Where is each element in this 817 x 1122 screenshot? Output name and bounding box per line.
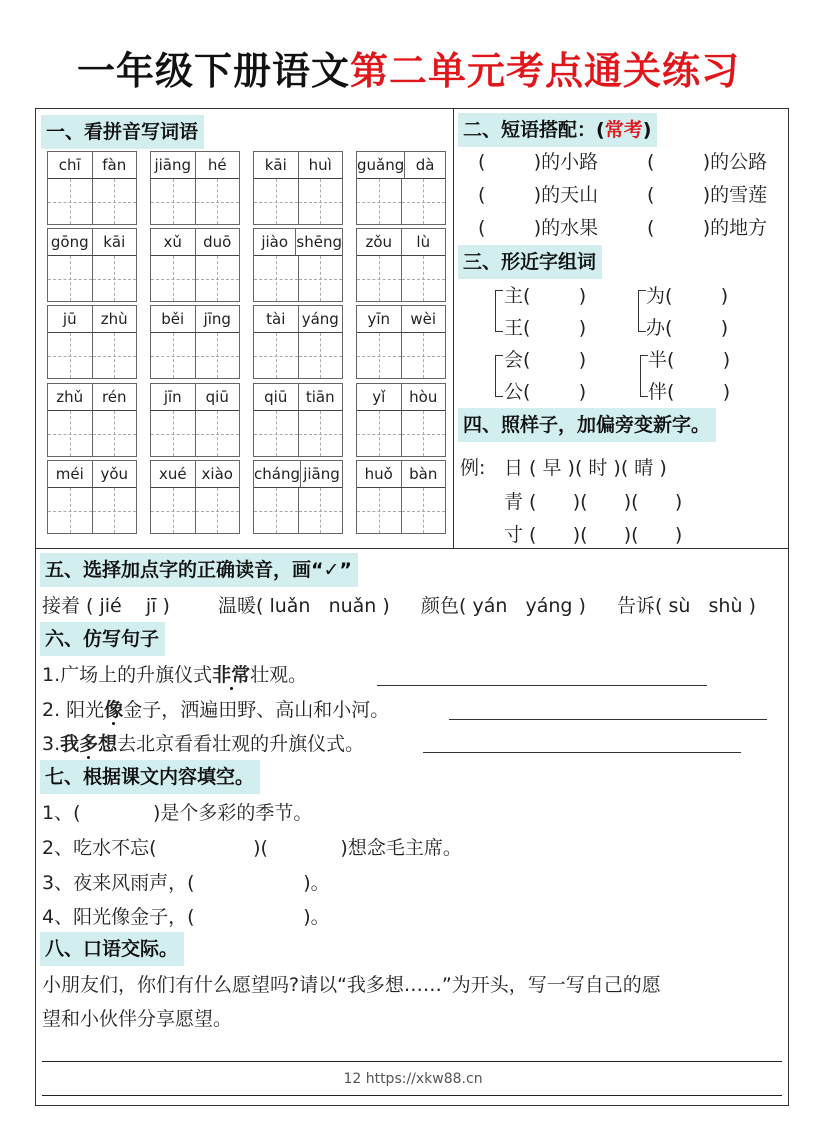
phrase-left-3: ( )的水果 (478, 217, 599, 239)
similar-char-3b: 公( ) (504, 381, 587, 403)
pinyin-word-box (150, 460, 240, 534)
pinyin-row (48, 152, 136, 179)
radical-row-qing: 青 ( )( )( ) (504, 491, 683, 513)
pinyin-syllable: qiū (254, 384, 299, 410)
pinyin-syllable: hòu (409, 388, 438, 406)
pinyin-syllable: tài (254, 306, 299, 332)
tianzige-cell[interactable] (299, 411, 343, 456)
pinyin-word-box (150, 151, 240, 225)
bracket-3 (495, 355, 503, 397)
similar-char-4b: 伴( ) (648, 381, 731, 403)
pinyin-syllable: fàn (102, 156, 127, 174)
s1-dotted-word: 非常 (212, 664, 251, 686)
tianzige-cell[interactable] (93, 488, 137, 533)
pinyin-syllable: zhù (100, 310, 128, 328)
tianzige-cell[interactable] (357, 256, 402, 301)
pinyin-syllable: bàn (409, 465, 438, 483)
writing-cells (151, 179, 239, 224)
pinyin-word-box (356, 228, 446, 302)
pinyin-syllable: jiào (254, 229, 296, 255)
pinyin-row (357, 152, 445, 179)
s2-dotted-word: 像 (104, 699, 124, 721)
section6-heading: 六、仿写句子 (40, 622, 165, 656)
pinyin-syllable: yīn (357, 306, 402, 332)
pinyin-word-box (356, 383, 446, 457)
pinyin-word-box (47, 305, 137, 379)
pinyin-row (254, 306, 342, 333)
pinyin-syllable: huǒ (357, 461, 402, 487)
tianzige-cell[interactable] (254, 179, 299, 224)
pinyin-syllable: lù (416, 233, 431, 251)
similar-char-1b: 王( ) (504, 317, 587, 339)
tianzige-cell[interactable] (402, 333, 446, 378)
section2-heading-text: 二、短语搭配：( (463, 119, 605, 141)
right-column (454, 109, 789, 549)
section7-heading: 七、根据课文内容填空。 (40, 760, 260, 794)
writing-cells (151, 256, 239, 301)
pinyin-syllable: jīn (151, 384, 196, 410)
pinyin-syllable: xué (151, 461, 196, 487)
writing-cells (254, 256, 342, 301)
pinyin-word-box (356, 151, 446, 225)
fill-blank-4: 4、阳光像金子，( )。 (42, 906, 330, 928)
writing-cells (357, 333, 445, 378)
answer-line-2[interactable] (449, 719, 767, 720)
pinyin-syllable: jiāng (151, 152, 196, 178)
pinyin-row (254, 384, 342, 411)
section4-heading: 四、照样子，加偏旁变新字。 (458, 408, 716, 442)
s3-dotted-word: 我多想 (60, 733, 118, 755)
tianzige-cell[interactable] (402, 488, 446, 533)
title-black: 一年级下册语文 (76, 49, 350, 93)
tianzige-cell[interactable] (93, 411, 137, 456)
writing-cells (151, 411, 239, 456)
writing-cells (48, 488, 136, 533)
worksheet-frame (35, 108, 789, 1106)
pinyin-word-box (150, 383, 240, 457)
pronunciation-item-2: 温暖( luǎn nuǎn ) (218, 595, 390, 617)
pinyin-word-box (47, 228, 137, 302)
fill-blank-1: 1、( )是个多彩的季节。 (42, 802, 313, 824)
writing-cells (48, 179, 136, 224)
writing-cells (254, 411, 342, 456)
pronunciation-item-3: 颜色( yán yáng ) (421, 595, 586, 617)
pinyin-syllable: běi (151, 306, 196, 332)
similar-char-3a: 会( ) (504, 349, 587, 371)
phrase-left-1: ( )的小路 (478, 151, 599, 173)
s1-pre: 1.广场上的升旗仪式 (42, 664, 213, 686)
pinyin-row (254, 152, 342, 179)
pinyin-syllable: chī (48, 152, 93, 178)
imitate-sentence-1 (42, 660, 307, 687)
pinyin-word-box (253, 460, 343, 534)
tianzige-cell[interactable] (48, 179, 93, 224)
tianzige-cell[interactable] (357, 333, 402, 378)
tianzige-cell[interactable] (357, 179, 402, 224)
bracket-4 (640, 355, 648, 397)
pinyin-word-box (150, 305, 240, 379)
pinyin-syllable: gōng (48, 229, 93, 255)
pinyin-word-box (253, 383, 343, 457)
pinyin-syllable: jū (48, 306, 93, 332)
similar-char-2a: 为( ) (646, 285, 729, 307)
writing-cells (151, 488, 239, 533)
section8-heading: 八、口语交际。 (40, 932, 184, 966)
s3-post: 去北京看看壮观的升旗仪式。 (117, 733, 365, 755)
writing-cells (48, 256, 136, 301)
pinyin-row (357, 306, 445, 333)
pinyin-row (357, 461, 445, 488)
pinyin-row (48, 306, 136, 333)
tianzige-cell[interactable] (254, 488, 299, 533)
pinyin-word-box (253, 151, 343, 225)
pinyin-row (48, 461, 136, 488)
tianzige-cell[interactable] (254, 333, 299, 378)
pinyin-syllable: jīng (203, 310, 231, 328)
similar-char-4a: 半( ) (648, 349, 731, 371)
pinyin-word-box (47, 151, 137, 225)
tianzige-cell[interactable] (402, 179, 446, 224)
tianzige-cell[interactable] (299, 256, 343, 301)
writing-cells (254, 488, 342, 533)
pinyin-syllable: duō (203, 233, 232, 251)
pinyin-row (151, 384, 239, 411)
pinyin-word-box (47, 383, 137, 457)
example-label: 例: (460, 457, 486, 479)
similar-char-2b: 办( ) (646, 317, 729, 339)
section1-heading: 一、看拼音写词语 (41, 115, 204, 149)
section2-heading-end: ) (642, 119, 652, 141)
writing-cells (254, 179, 342, 224)
tianzige-cell[interactable] (402, 256, 446, 301)
pinyin-syllable: zǒu (357, 229, 402, 255)
tianzige-cell[interactable] (254, 256, 299, 301)
answer-line-3[interactable] (423, 752, 741, 753)
tianzige-cell[interactable] (93, 333, 137, 378)
similar-char-1a: 主( ) (504, 285, 587, 307)
tianzige-cell[interactable] (196, 333, 240, 378)
phrase-right-3: ( )的地方 (647, 217, 768, 239)
writing-cells (357, 179, 445, 224)
pinyin-word-box (253, 305, 343, 379)
pinyin-row (151, 461, 239, 488)
pinyin-syllable: yǐ (357, 384, 402, 410)
tianzige-cell[interactable] (196, 179, 240, 224)
pinyin-word-box (253, 228, 343, 302)
writing-cells (48, 333, 136, 378)
page-title (0, 40, 817, 95)
pinyin-row (151, 306, 239, 333)
pinyin-word-box (150, 228, 240, 302)
pinyin-syllable: guǎng (357, 152, 405, 178)
fill-blank-2: 2、吃水不忘( )( )想念毛主席。 (42, 837, 462, 859)
pronunciation-item-4: 告诉( sù shù ) (617, 595, 756, 617)
pinyin-row (48, 384, 136, 411)
oral-prompt-line-2: 望和小伙伴分享愿望。 (42, 1008, 233, 1030)
phrase-left-2: ( )的天山 (478, 184, 599, 206)
tianzige-cell[interactable] (254, 411, 299, 456)
imitate-sentence-2 (42, 695, 389, 722)
pinyin-row (48, 229, 136, 256)
writing-cells (151, 333, 239, 378)
pronunciation-item-1: 接着 ( jié jī ) (42, 595, 170, 617)
pinyin-syllable: zhǔ (48, 384, 93, 410)
pinyin-syllable: rén (101, 388, 127, 406)
tianzige-cell[interactable] (93, 256, 137, 301)
tianzige-cell[interactable] (151, 179, 196, 224)
pinyin-word-box (47, 460, 137, 534)
writing-cells (357, 256, 445, 301)
answer-line-1[interactable] (377, 685, 707, 686)
pinyin-row (151, 152, 239, 179)
phrase-right-1: ( )的公路 (647, 151, 768, 173)
pinyin-row (357, 229, 445, 256)
frequent-badge: 常考 (604, 119, 643, 141)
pinyin-syllable: méi (48, 461, 93, 487)
pinyin-syllable: yáng (301, 310, 339, 328)
pinyin-syllable: hé (207, 156, 227, 174)
tianzige-cell[interactable] (357, 488, 402, 533)
tianzige-cell[interactable] (93, 179, 137, 224)
pinyin-word-box (356, 305, 446, 379)
tianzige-cell[interactable] (402, 411, 446, 456)
phrase-right-2: ( )的雪莲 (647, 184, 768, 206)
tianzige-cell[interactable] (48, 411, 93, 456)
s2-pre: 2. 阳光 (42, 699, 105, 721)
tianzige-cell[interactable] (48, 333, 93, 378)
tianzige-cell[interactable] (151, 488, 196, 533)
tianzige-cell[interactable] (151, 333, 196, 378)
tianzige-cell[interactable] (48, 256, 93, 301)
pinyin-syllable: xiào (201, 465, 233, 483)
pinyin-syllable: huì (308, 156, 332, 174)
s2-post: 金子，洒遍田野、高山和小河。 (123, 699, 390, 721)
tianzige-cell[interactable] (357, 411, 402, 456)
tianzige-cell[interactable] (151, 411, 196, 456)
s1-post: 壮观。 (250, 664, 308, 686)
footer-page-url: 12 https://xkw88.cn (343, 1071, 483, 1087)
tianzige-cell[interactable] (299, 333, 343, 378)
pinyin-syllable: tiān (305, 388, 335, 406)
section3-heading: 三、形近字组词 (458, 245, 602, 279)
footer-top-rule (42, 1061, 782, 1062)
pinyin-syllable: xǔ (151, 229, 196, 255)
fill-blank-3: 3、夜来风雨声，( )。 (42, 872, 330, 894)
pinyin-syllable: dà (415, 156, 435, 174)
pinyin-row (254, 229, 342, 256)
tianzige-cell[interactable] (196, 488, 240, 533)
oral-prompt-line-1: 小朋友们，你们有什么愿望吗?请以“我多想……”为开头，写一写自己的愿 (42, 974, 661, 996)
title-red: 第二单元考点通关练习 (350, 49, 741, 93)
pinyin-syllable: jiāng (303, 465, 340, 483)
s3-pre: 3. (42, 733, 61, 755)
bracket-1 (495, 290, 503, 332)
tianzige-cell[interactable] (196, 256, 240, 301)
footer-bottom-rule (42, 1095, 782, 1096)
writing-cells (254, 333, 342, 378)
section-pinyin-words (36, 109, 454, 549)
tianzige-cell[interactable] (151, 256, 196, 301)
pinyin-row (357, 384, 445, 411)
writing-cells (48, 411, 136, 456)
pinyin-row (254, 461, 342, 488)
tianzige-cell[interactable] (48, 488, 93, 533)
radical-row-cun: 寸 ( )( )( ) (504, 524, 683, 546)
pinyin-syllable: shēng (296, 233, 342, 251)
pinyin-syllable: kāi (103, 233, 126, 251)
pinyin-syllable: qiū (205, 388, 229, 406)
tianzige-cell[interactable] (299, 488, 343, 533)
writing-cells (357, 411, 445, 456)
pinyin-syllable: yǒu (100, 465, 129, 483)
radical-example-row: 日 ( 早 )( 时 )( 晴 ) (504, 457, 667, 479)
section5-heading: 五、选择加点字的正确读音，画“✓” (40, 553, 358, 587)
writing-cells (357, 488, 445, 533)
imitate-sentence-3 (42, 729, 364, 756)
pinyin-syllable: cháng (254, 461, 301, 487)
pinyin-syllable: wèi (410, 310, 437, 328)
pinyin-row (151, 229, 239, 256)
tianzige-cell[interactable] (299, 179, 343, 224)
pinyin-word-box (356, 460, 446, 534)
tianzige-cell[interactable] (196, 411, 240, 456)
section2-heading (458, 113, 657, 147)
pinyin-syllable: kāi (254, 152, 299, 178)
bracket-2 (638, 290, 646, 332)
